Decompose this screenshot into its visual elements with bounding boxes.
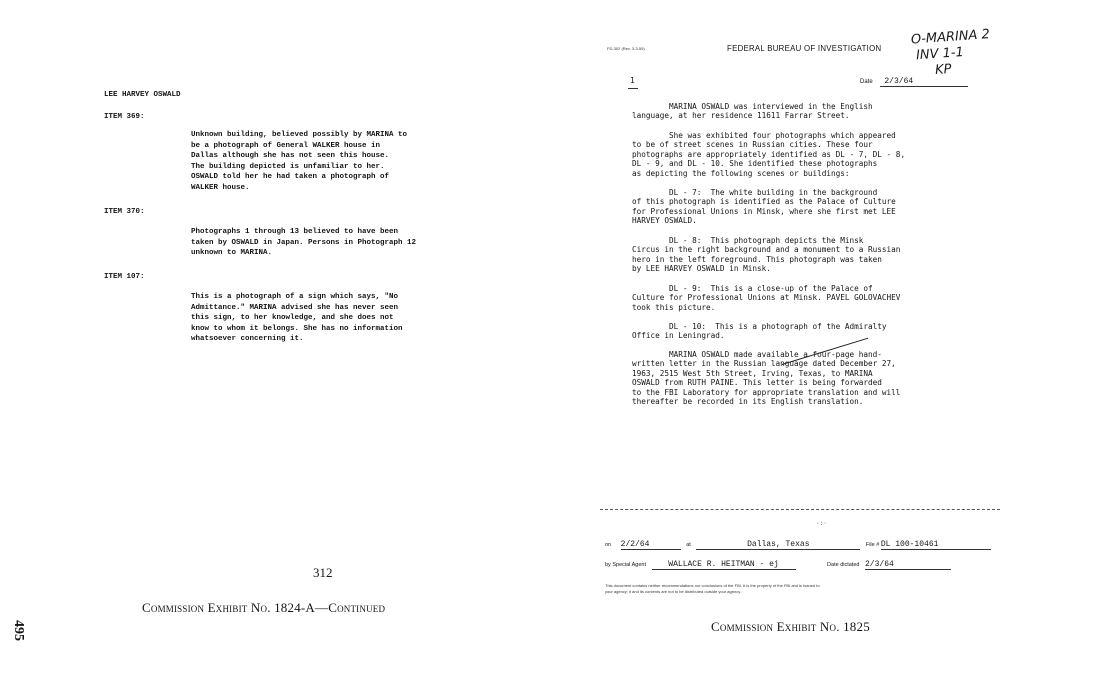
body-paragraph <box>632 284 972 312</box>
document-number: 1 <box>630 76 635 85</box>
underline <box>628 88 638 89</box>
item-line: know to whom it belongs. She has no information <box>191 324 403 333</box>
body-line: DL - 9: This is a close-up of the Palace of <box>632 284 873 293</box>
item-line: taken by OSWALD in Japan. Persons in Photograph 12 <box>191 238 417 247</box>
subject-heading: LEE HARVEY OSWALD <box>104 91 181 99</box>
body-line: DL - 8: This photograph depicts the Minsk <box>632 236 864 245</box>
handwritten-line: INV 1-1 <box>915 44 965 64</box>
item-label: ITEM 107: <box>104 273 145 281</box>
body-line: DL - 10: This is a photograph of the Admiralty <box>632 322 887 331</box>
item-description <box>191 130 491 194</box>
at-label: at <box>686 542 691 548</box>
item-line: whatsoever concerning it. <box>191 335 304 344</box>
underline <box>880 86 968 87</box>
divider <box>600 509 1000 510</box>
body-line: hero in the left foreground. This photograph was taken <box>632 254 882 264</box>
body-line: Office in Leningrad. <box>632 331 725 341</box>
body-paragraph <box>632 322 972 341</box>
agent-value: WALLACE R. HEITMAN - ej <box>668 560 779 569</box>
body-line: Culture for Professional Unions at Minsk. PAVEL GOLOVACHEV <box>632 293 901 303</box>
item-line: Admittance." MARINA advised she has never seen <box>191 303 399 312</box>
body-line: as depicting the following scenes or buildings: <box>632 168 850 178</box>
disclaimer-line: your agency; it and its contents are not to be distributed outside your agency. <box>605 588 742 594</box>
handwritten-line: O-MARINA 2 <box>910 27 991 48</box>
item-line: unknown to MARINA. <box>191 249 273 258</box>
disclaimer <box>605 583 1005 594</box>
agent-label: by Special Agent <box>605 562 646 568</box>
body-paragraph <box>632 102 972 121</box>
body-paragraph <box>632 188 972 226</box>
body-paragraph <box>632 236 972 274</box>
body-line: HARVEY OSWALD. <box>632 216 697 226</box>
dictated-value: 2/3/64 <box>865 560 894 569</box>
item-line: Unknown building, believed possibly by MARINA to <box>191 131 408 139</box>
item-line: this sign, to her knowledge, and she does not <box>191 314 394 323</box>
exhibit-caption: Commission Exhibit No. 1824-A—Continued <box>142 600 386 615</box>
item-line: This is a photograph of a sign which says, "No <box>191 293 399 301</box>
item-description <box>191 227 491 259</box>
body-line: Circus in the right background and a monument to a Russian <box>632 245 901 255</box>
item-label: ITEM 369: <box>104 113 145 121</box>
body-line: took this picture. <box>632 302 716 312</box>
body-line: language, at her residence 11611 Farrar Street. <box>632 111 850 121</box>
body-line: by LEE HARVEY OSWALD in Minsk. <box>632 264 771 274</box>
stray-mark: ·:· <box>816 520 827 527</box>
body-line: to the FBI Laboratory for appropriate translation and will <box>632 387 901 397</box>
item-line: OSWALD told her he had taken a photograph of <box>191 173 390 182</box>
item-description <box>191 292 491 345</box>
item-line: be a photograph of General WALKER house in <box>191 141 381 150</box>
on-label: on <box>605 542 612 548</box>
body-line: photographs are appropriately identified as DL - 7, DL - 8, <box>632 149 906 159</box>
footer-agent-row <box>605 560 951 570</box>
exhibit-caption: Commission Exhibit No. 1825 <box>711 619 870 634</box>
body-line: MARINA OSWALD made available a four-page hand- <box>632 350 882 359</box>
body-line: to be of street scenes in Russian cities. These four <box>632 140 873 150</box>
body-line: OSWALD from RUTH PAINE. This letter is being forwarded <box>632 378 882 388</box>
body-line: for Professional Unions in Minsk, where she first met LEE <box>632 206 896 216</box>
at-value: Dallas, Texas <box>747 540 810 549</box>
file-label: File # <box>865 542 880 548</box>
on-value: 2/2/64 <box>620 540 650 549</box>
body-line: 1963, 2515 West 5th Street, Irving, Texas, to MARINA <box>632 368 873 378</box>
handwritten-annotation <box>910 24 1043 81</box>
form-number: FD-302 (Rev. 3-3-59) <box>607 46 645 51</box>
page-number: 312 <box>313 565 333 580</box>
body-line: MARINA OSWALD was interviewed in the English <box>632 102 873 111</box>
date-label: Date <box>860 79 873 85</box>
body-line: She was exhibited four photographs which appeared <box>632 131 896 140</box>
date-field <box>860 77 913 86</box>
item-line: WALKER house. <box>191 183 250 192</box>
body-line: DL - 9, and DL - 10. She identified these photographs <box>632 159 878 169</box>
body-line: written letter in the Russian language dated December 27, <box>632 359 896 369</box>
item-line: Photographs 1 through 13 believed to have been <box>191 228 399 236</box>
item-line: The building depicted is unfamiliar to her. <box>191 162 385 171</box>
footer-location-row <box>605 540 991 550</box>
body-line: DL - 7: The white building in the background <box>632 188 878 197</box>
side-page-number: 495 <box>11 620 26 641</box>
item-line: Dallas although she has not seen this house. <box>191 152 390 161</box>
body-paragraph <box>632 131 972 178</box>
dictated-label: Date dictated <box>827 562 860 568</box>
body-line: of this photograph is identified as the Palace of Culture <box>632 197 896 207</box>
date-value: 2/3/64 <box>884 77 914 86</box>
item-label: ITEM 370: <box>104 208 145 216</box>
file-value: DL 100-10461 <box>880 540 939 549</box>
disclaimer-line: This document contains neither recommendations nor conclusions of the FBI. It is the property of the FBI and is loaned to <box>605 583 820 588</box>
handwritten-line: KP <box>934 61 953 78</box>
body-line: thereafter be recorded in its English translation. <box>632 397 864 407</box>
agency-header: FEDERAL BUREAU OF INVESTIGATION <box>727 44 882 53</box>
